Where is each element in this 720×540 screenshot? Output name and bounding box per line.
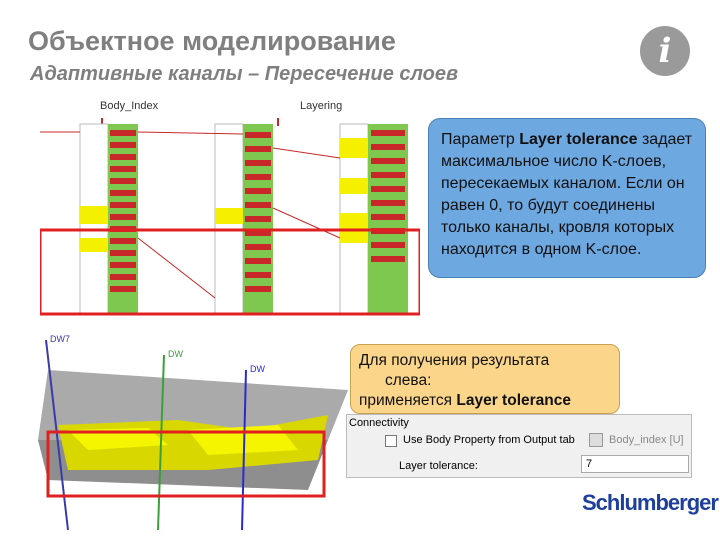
result-note: Для получения результата слева: применяется Layer tolerance	[350, 344, 620, 414]
well-label-3: DW	[250, 364, 265, 374]
3d-channel-view	[28, 330, 348, 530]
layer-tolerance-label: Layer tolerance:	[399, 460, 478, 472]
info-icon: i	[640, 26, 690, 76]
body-index-label: Body_Index	[100, 100, 159, 112]
use-body-property-label: Use Body Property from Output tab	[403, 434, 575, 446]
layer-tolerance-input[interactable]: 7	[581, 455, 689, 473]
use-body-property-checkbox[interactable]	[385, 435, 397, 447]
body-property-value[interactable]: Body_index [U]	[609, 434, 684, 446]
info-callout: Параметр Layer tolerance задает максимальное число K-слоев, пересекаемых каналом. Если он равен 0, то будут соединены только каналы, кровля которых находится в одном K-слое.	[428, 118, 706, 278]
well-correlation-panel	[40, 118, 420, 318]
property-icon[interactable]	[589, 433, 603, 447]
connectivity-group-label: Connectivity	[349, 417, 409, 429]
well-label-2: DW	[168, 349, 183, 359]
connectivity-dialog	[346, 414, 692, 478]
well-label-1: DW7	[50, 334, 70, 344]
page-subtitle: Адаптивные каналы – Пересечение слоев	[30, 63, 459, 85]
page-title: Объектное моделирование	[28, 26, 396, 56]
layering-label: Layering	[300, 100, 343, 112]
schlumberger-logo: Schlumberger	[582, 490, 718, 515]
